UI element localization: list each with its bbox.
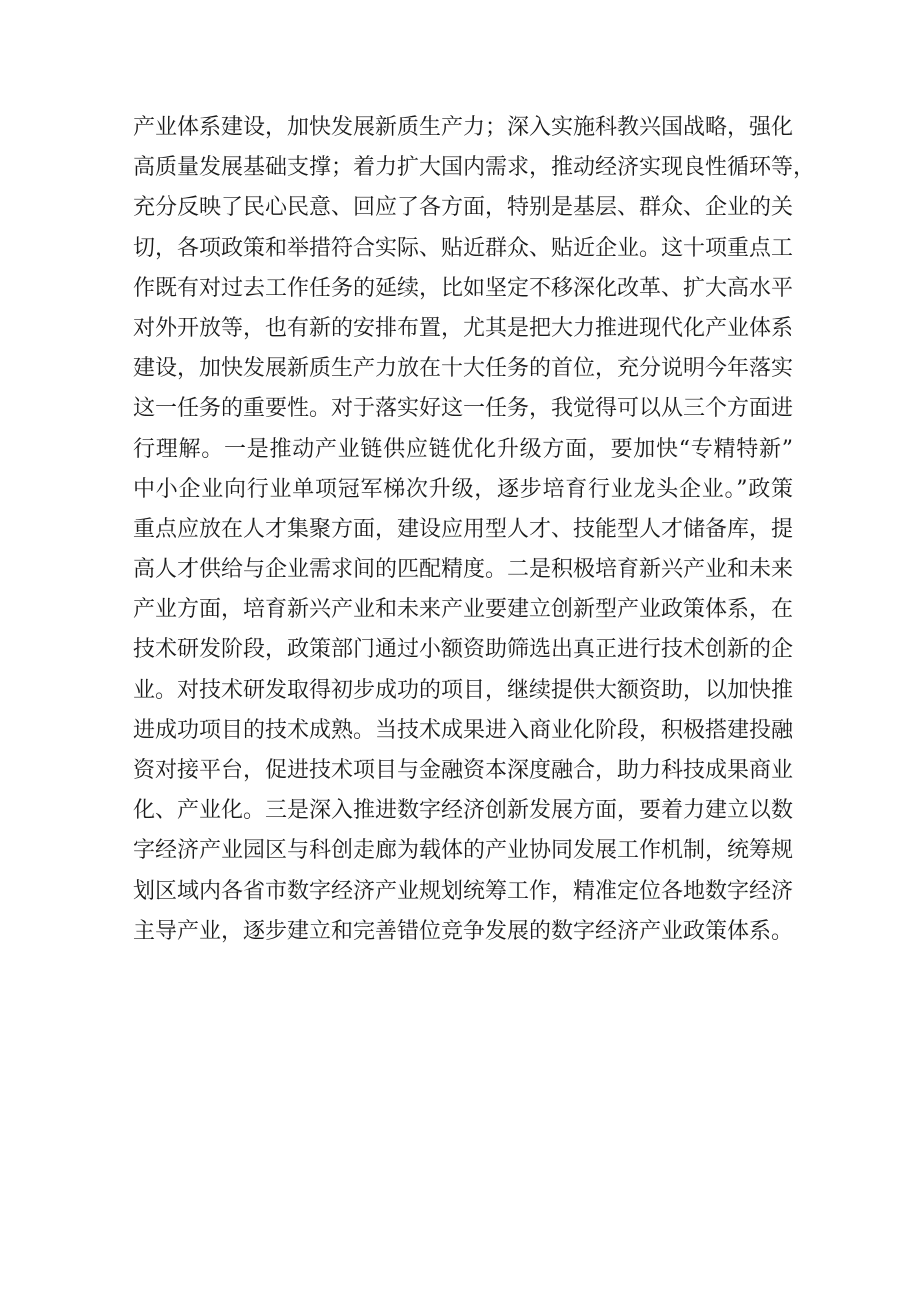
text-line: 切，各项政策和举措符合实际、贴近群众、贴近企业。这十项重点工 [133,235,794,261]
text-line: 作既有对过去工作任务的延续，比如坚定不移深化改革、扩大高水平 [133,275,794,301]
text-line: 行理解。一是推动产业链供应链优化升级方面，要加快“专精特新” [133,436,793,462]
text-line: 业。对技术研发取得初步成功的项目，继续提供大额资助，以加快推 [133,677,794,703]
text-line: 充分反映了民心民意、回应了各方面，特别是基层、群众、企业的关 [133,195,794,221]
text-line: 划区域内各省市数字经济产业规划统筹工作，精准定位各地数字经济 [133,878,794,904]
text-line: 字经济产业园区与科创走廊为载体的产业协同发展工作机制，统筹规 [133,838,794,864]
text-line: 进成功项目的技术成熟。当技术成果进入商业化阶段，积极搭建投融 [133,717,794,743]
text-line: 技术研发阶段，政策部门通过小额资助筛选出真正进行技术创新的企 [133,637,794,663]
text-line: 高质量发展基础支撑；着力扩大国内需求，推动经济实现良性循环等， [133,155,816,181]
text-line: 化、产业化。三是深入推进数字经济创新发展方面，要着力建立以数 [133,798,794,824]
text-line: 建设，加快发展新质生产力放在十大任务的首位，充分说明今年落实 [133,356,794,382]
text-line: 中小企业向行业单项冠军梯次升级，逐步培育行业龙头企业。”政策 [133,476,793,502]
text-line: 产业方面，培育新兴产业和未来产业要建立创新型产业政策体系，在 [133,597,794,623]
text-line: 对外开放等，也有新的安排布置，尤其是把大力推进现代化产业体系 [133,315,794,341]
text-line: 资对接平台，促进技术项目与金融资本深度融合，助力科技成果商业 [133,758,794,783]
text-line: 这一任务的重要性。对于落实好这一任务，我觉得可以从三个方面进 [133,396,794,422]
text-line: 重点应放在人才集聚方面，建设应用型人才、技能型人才储备库，提 [133,516,794,542]
text-line: 主导产业，逐步建立和完善错位竞争发展的数字经济产业政策体系。 [133,918,794,944]
body-paragraph [133,108,816,952]
text-line: 产业体系建设，加快发展新质生产力；深入实施科教兴国战略，强化 [133,115,794,140]
text-line: 高人才供给与企业需求间的匹配精度。二是积极培育新兴产业和未来 [133,557,794,583]
